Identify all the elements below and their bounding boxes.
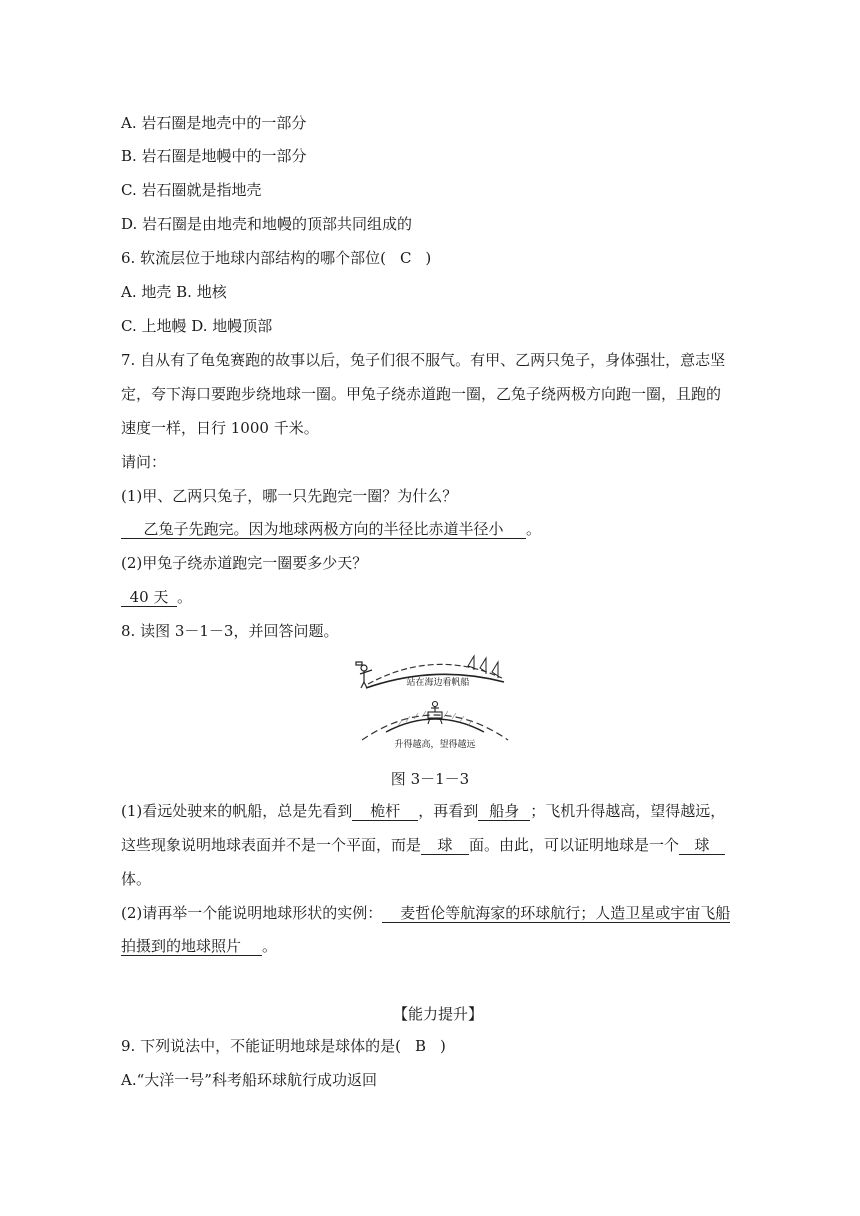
q8-part2-answer-line2: 拍摄到的地球照片	[121, 937, 262, 956]
q8-part1-text-a: (1)看远处驶来的帆船，总是先看到	[121, 802, 353, 820]
observer-on-tower-icon	[428, 702, 442, 725]
q8-part1-text-c: ；飞机升得越高，望得越远，	[530, 802, 726, 820]
q7-answer1: 乙兔子先跑完。因为地球两极方向的半径比赤道半径小	[121, 520, 526, 539]
q7-sub2: (2)甲兔子绕赤道跑完一圈要多少天？	[121, 554, 368, 572]
q8-part1-line3: 体。	[121, 870, 152, 888]
q7-line1: 7. 自从有了龟兔赛跑的故事以后，兔子们很不服气。有甲、乙两只兔子，身体强壮，意志坚	[121, 351, 726, 369]
q7-answer1-period: 。	[526, 520, 542, 538]
q7-answer2-period: 。	[177, 588, 193, 606]
q6-options-ab: A. 地壳 B. 地核	[121, 283, 227, 301]
earth-curvature-illustration	[350, 650, 520, 750]
q7-line2: 定，夸下海口要跑步绕地球一圈。甲兔子绕赤道跑一圈，乙兔子绕两极方向跑一圈，且跑的	[121, 385, 722, 403]
q8-part1-line1	[121, 801, 725, 821]
q9-option-a: A.“大洋一号”科考船环球航行成功返回	[121, 1071, 377, 1089]
q8-answer-sphere-body: 球	[679, 836, 725, 855]
section-title-ability: 【能力提升】	[392, 1005, 483, 1023]
q9-close: )	[439, 1037, 446, 1055]
q8-part2-period: 。	[262, 937, 278, 955]
q7-ask: 请问：	[121, 453, 167, 471]
q5-option-b: B. 岩石圈是地幔中的一部分	[121, 147, 307, 165]
q8-part2-answer-line1: 麦哲伦等航海家的环球航行；人造卫星或宇宙飞船	[382, 904, 730, 923]
figure-label-top: 站在海边看帆船	[406, 678, 470, 688]
q9-answer: B	[414, 1037, 426, 1055]
q8-part2-line2	[121, 936, 277, 956]
q8-part2-line1	[121, 903, 730, 923]
q6-question	[121, 248, 431, 268]
q6-options-cd: C. 上地幔 D. 地幔顶部	[121, 317, 273, 335]
figure-3-1-3	[350, 650, 520, 750]
q9-stem: 9. 下列说法中，不能证明地球是球体的是(	[121, 1037, 401, 1055]
q8-stem: 8. 读图 3－1－3，并回答问题。	[121, 622, 339, 640]
q6-answer: C	[399, 249, 412, 267]
figure-caption: 图 3－1－3	[390, 770, 470, 788]
q6-close: )	[425, 249, 432, 267]
person-on-shore-icon	[356, 662, 372, 688]
q7-answer1-line	[121, 519, 541, 539]
q8-part1-text-b: ，再看到	[418, 802, 479, 820]
q5-option-c: C. 岩石圈就是指地壳	[121, 181, 262, 199]
q7-answer2-line	[121, 587, 192, 607]
q6-stem: 6. 软流层位于地球内部结构的哪个部位(	[121, 249, 386, 267]
q7-line3: 速度一样，日行 1000 千米。	[121, 419, 319, 437]
q8-part1-text-d: 这些现象说明地球表面并不是一个平面，而是	[121, 836, 422, 854]
q8-answer-mast: 桅杆	[352, 802, 418, 821]
q9-question	[121, 1036, 446, 1056]
q8-answer-sphere-surface: 球	[421, 836, 469, 855]
q8-part1-line2	[121, 835, 725, 855]
q7-sub1: (1)甲、乙两只兔子，哪一只先跑完一圈？为什么？	[121, 487, 458, 505]
q8-part1-text-e: 面。由此，可以证明地球是一个	[469, 836, 680, 854]
q8-answer-hull: 船身	[478, 802, 530, 821]
q7-answer2: 40 天	[121, 588, 177, 607]
figure-label-bottom: 升得越高，望得越远	[394, 740, 476, 750]
q5-option-d: D. 岩石圈是由地壳和地幔的顶部共同组成的	[121, 215, 413, 233]
q5-option-a: A. 岩石圈是地壳中的一部分	[121, 114, 307, 132]
q8-part2-text: (2)请再举一个能说明地球形状的实例：	[121, 904, 383, 922]
